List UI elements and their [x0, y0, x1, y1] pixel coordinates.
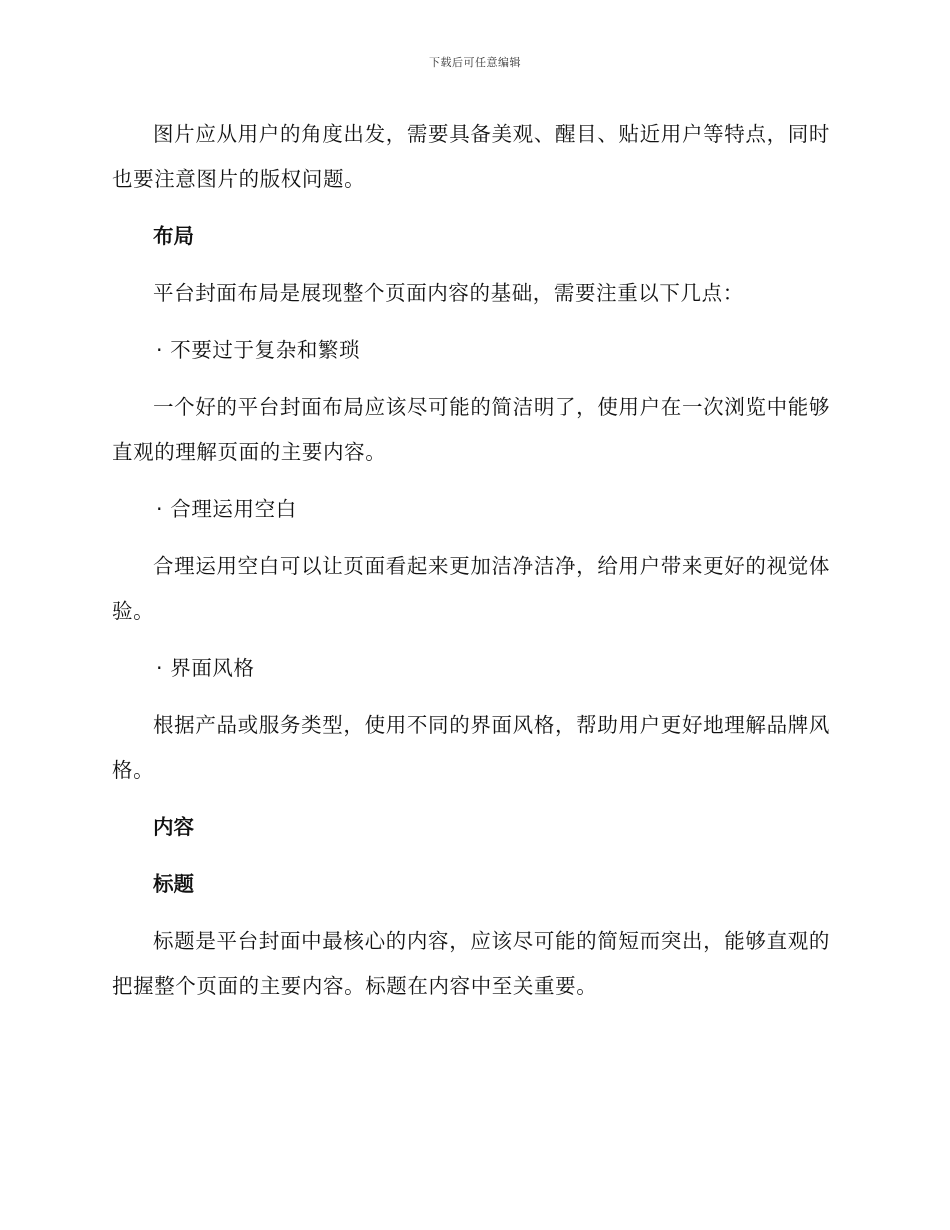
document-body — [112, 112, 830, 1021]
heading-content: 内容 — [153, 815, 194, 839]
paragraph-interface-style: 根据产品或服务类型，使用不同的界面风格，帮助用户更好地理解品牌风格。 — [112, 713, 830, 782]
paragraph-simple-layout: 一个好的平台封面布局应该尽可能的简洁明了，使用户在一次浏览中能够直观的理解页面的主要内容。 — [112, 395, 830, 464]
paragraph-layout-intro: 平台封面布局是展现整个页面内容的基础，需要注重以下几点： — [153, 281, 744, 305]
paragraph-whitespace: 合理运用空白可以让页面看起来更加洁净洁净，给用户带来更好的视觉体验。 — [112, 554, 830, 623]
bullet-interface-style: · 界面风格 — [156, 656, 255, 680]
heading-title: 标题 — [153, 872, 194, 896]
page-header: 下载后可任意编辑 — [429, 56, 521, 69]
paragraph-image-copyright: 图片应从用户的角度出发，需要具备美观、醒目、贴近用户等特点，同时也要注意图片的版权问题。 — [112, 122, 830, 191]
bullet-not-complex: · 不要过于复杂和繁琐 — [156, 338, 361, 362]
heading-layout: 布局 — [153, 224, 194, 248]
paragraph-title: 标题是平台封面中最核心的内容，应该尽可能的简短而突出，能够直观的把握整个页面的主要内容。标题在内容中至关重要。 — [112, 929, 830, 998]
bullet-whitespace: · 合理运用空白 — [156, 497, 297, 521]
